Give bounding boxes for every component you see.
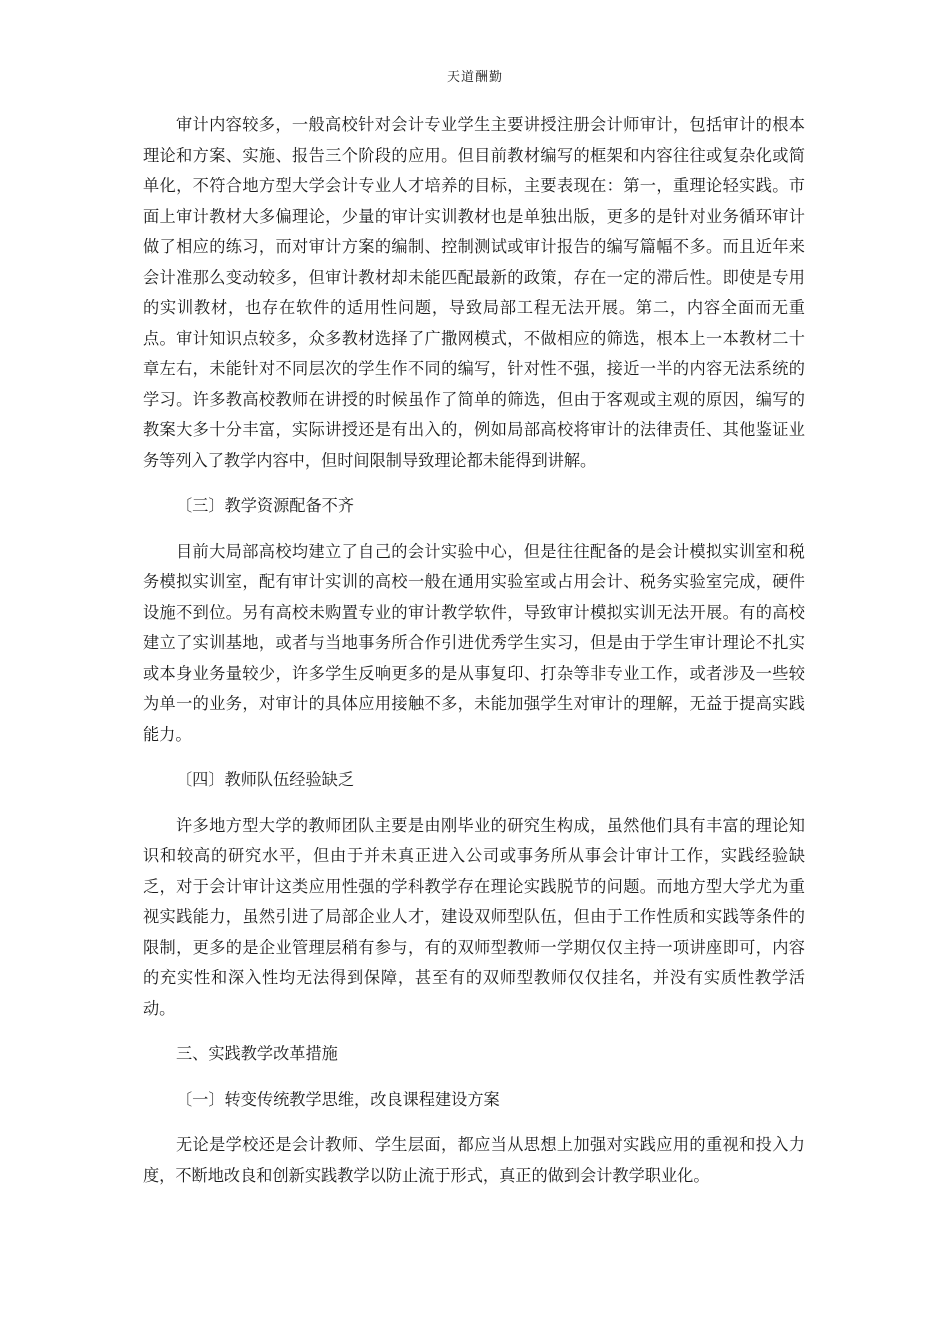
document-body xyxy=(143,110,805,1191)
section-heading-teacher-experience: 〔四〕教师队伍经验缺乏 xyxy=(176,770,355,789)
section-heading-reform-measures: 三、实践教学改革措施 xyxy=(176,1044,338,1063)
page-header: 天道酬勤 xyxy=(446,70,503,85)
section-heading-teaching-resources: 〔三〕教学资源配备不齐 xyxy=(176,496,355,515)
subsection-heading-change-thinking: 〔一〕转变传统教学思维，改良课程建设方案 xyxy=(176,1089,500,1109)
paragraph-teacher-experience: 许多地方型大学的教师团队主要是由刚毕业的研究生构成，虽然他们具有丰富的理论知识和较高的研究水平，但由于并未真正进入公司或事务所从事会计审计工作，实践经验缺乏，对于会计审计这类应用性强的学科教学存在理论实践脱节的问题。而地方型大学尤为重视实践能力，虽然引进了局部企业人才，建设双师型队伍，但由于工作性质和实践等条件的限制，更多的是企业管理层稍有参与，有的双师型教师一学期仅仅主持一项讲座即可，内容的充实性和深入性均无法得到保障，甚至有的双师型教师仅仅挂名，并没有实质性教学活动。 xyxy=(143,815,805,1018)
paragraph-change-thinking: 无论是学校还是会计教师、学生层面，都应当从思想上加强对实践应用的重视和投入力度，不断地改良和创新实践教学以防止流于形式，真正的做到会计教学职业化。 xyxy=(143,1135,805,1185)
paragraph-teaching-materials: 审计内容较多，一般高校针对会计专业学生主要讲授注册会计师审计，包括审计的根本理论和方案、实施、报告三个阶段的应用。但目前教材编写的框架和内容往往或复杂化或简单化，不符合地方型大学会计专业人才培养的目标，主要表现在：第一，重理论轻实践。市面上审计教材大多偏理论，少量的审计实训教材也是单独出版，更多的是针对业务循环审计做了相应的练习，而对审计方案的编制、控制测试或审计报告的编写篇幅不多。而且近年来会计准那么变动较多，但审计教材却未能匹配最新的政策，存在一定的滞后性。即使是专用的实训教材，也存在软件的适用性问题，导致局部工程无法开展。第二，内容全面而无重点。审计知识点较多，众多教材选择了广撒网模式，不做相应的筛选，根本上一本教材二十章左右，未能针对不同层次的学生作不同的编写，针对性不强，接近一半的内容无法系统的学习。许多教高校教师在讲授的时候虽作了简单的筛选，但由于客观或主观的原因，编写的教案大多十分丰富，实际讲授还是有出入的，例如局部高校将审计的法律责任、其他鉴证业务等列入了教学内容中，但时间限制导致理论都未能得到讲解。 xyxy=(143,115,805,470)
paragraph-teaching-resources: 目前大局部高校均建立了自己的会计实验中心，但是往往配备的是会计模拟实训室和税务模拟实训室，配有审计实训的高校一般在通用实验室或占用会计、税务实验室完成，硬件设施不到位。另有高校未购置专业的审计教学软件，导致审计模拟实训无法开展。有的高校建立了实训基地，或者与当地事务所合作引进优秀学生实习，但是由于学生审计理论不扎实或本身业务量较少，许多学生反响更多的是从事复印、打杂等非专业工作，或者涉及一些较为单一的业务，对审计的具体应用接触不多，未能加强学生对审计的理解，无益于提高实践能力。 xyxy=(143,541,805,744)
